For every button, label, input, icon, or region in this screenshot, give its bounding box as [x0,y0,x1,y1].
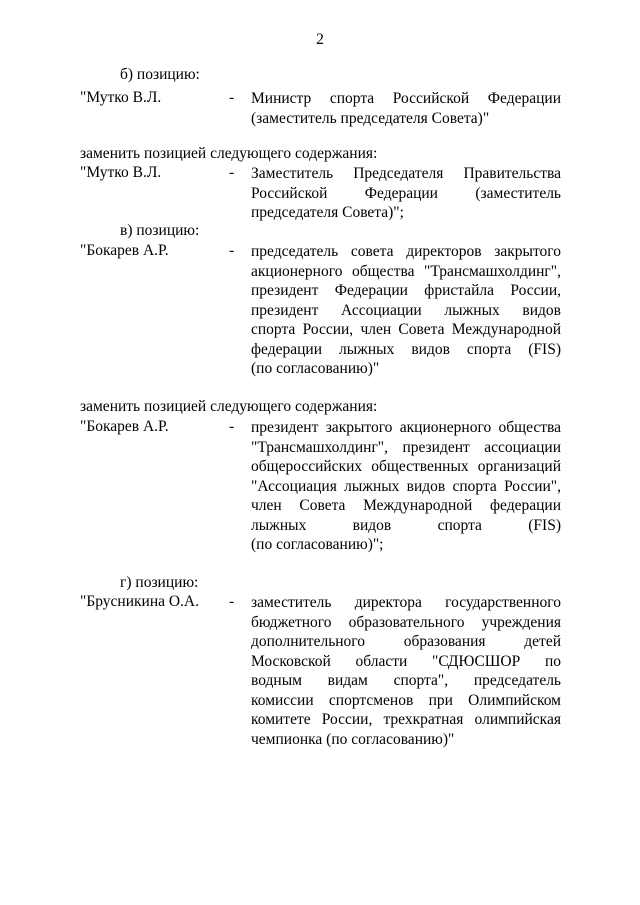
intro-g: г) позицию: [120,574,199,591]
desc-line: общероссийских общественных организаций [251,458,561,475]
dash: - [229,242,235,259]
desc-line: заместитель директора государственного [251,594,561,611]
dash: - [229,418,235,435]
intro-v: в) позицию: [120,222,200,239]
desc-line: чемпионка (по согласованию)" [251,730,455,748]
desc-line: (по согласованию)" [251,360,380,377]
desc-line: комиссии спортсменов при Олимпийском [251,691,561,709]
name-bokarev-new: "Бокарев А.Р. [80,418,169,435]
desc-line: член Совета Международной федерации [251,497,561,514]
desc-bokarev-new [251,418,561,555]
desc-line: президент Ассоциации лыжных видов [251,301,561,319]
desc-line: Заместитель Председателя Правительства [251,165,561,182]
intro-b: б) позицию: [120,66,200,83]
desc-line: дополнительного образования детей [251,633,561,650]
desc-line: лыжных видов спорта (FIS) [251,516,561,534]
desc-line: председатель совета директоров закрытого [251,243,561,260]
name-mutko-new: "Мутко В.Л. [80,164,162,181]
desc-brusnikina [251,593,561,749]
desc-mutko-old [251,89,561,128]
desc-line: водным видам спорта", председатель [251,672,561,689]
desc-line: президент закрытого акционерного общества [251,419,561,436]
desc-line: спорта России, член Совета Международной [251,321,561,338]
desc-line: комитете России, трехкратная олимпийская [251,711,561,728]
name-brusnikina: "Брусникина О.А. [80,593,200,610]
dash: - [229,164,235,181]
desc-line: федерации лыжных видов спорта (FIS) [251,340,561,358]
desc-line: Министр спорта Российской Федерации [251,90,561,107]
desc-bokarev-old [251,242,561,379]
dash: - [229,89,235,106]
desc-line: (по согласованию)"; [251,536,384,553]
replace-intro: заменить позицией следующего содержания: [80,398,378,415]
desc-line: "Ассоциация лыжных видов спорта России", [251,477,561,495]
desc-line: бюджетного образовательного учреждения [251,613,561,631]
replace-intro: заменить позицией следующего содержания: [80,145,378,162]
name-bokarev-old: "Бокарев А.Р. [80,242,169,259]
dash: - [229,593,235,610]
desc-mutko-new [251,164,561,223]
desc-line: "Трансмашхолдинг", президент ассоциации [251,438,561,456]
desc-line: президент Федерации фристайла России, [251,282,561,299]
desc-line: акционерного общества "Трансмашхолдинг", [251,262,561,280]
page-number: 2 [316,31,324,48]
desc-line: Российской Федерации (заместитель [251,184,561,202]
desc-line: Московской области "СДЮСШОР по [251,652,561,670]
desc-line: председателя Совета)"; [251,204,404,221]
name-mutko-old: "Мутко В.Л. [80,89,162,106]
desc-line: (заместитель председателя Совета)" [251,109,490,127]
